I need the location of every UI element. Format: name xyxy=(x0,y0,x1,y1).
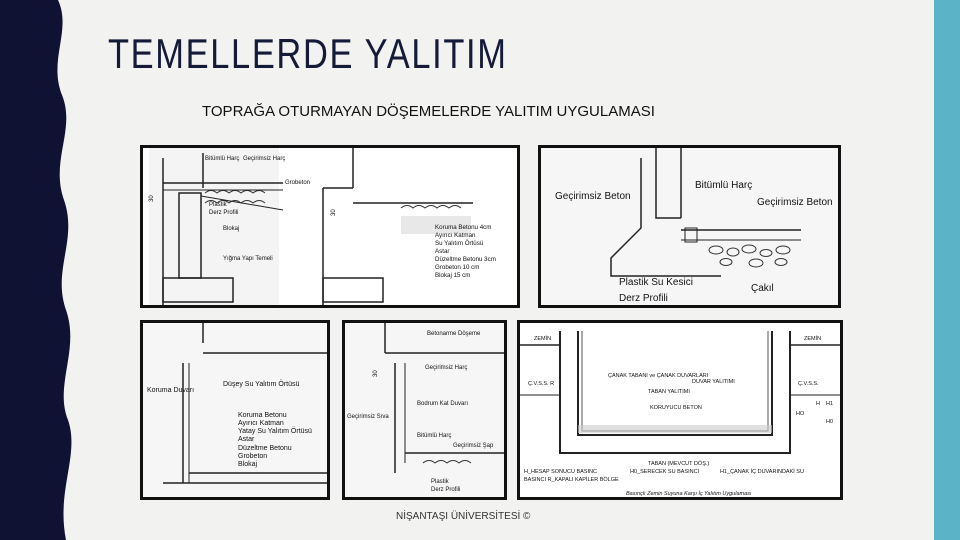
p5-note-2: H1_ÇANAK İÇ DUVARINDAKİ SU xyxy=(720,469,804,475)
p4-label-derz-profili: Derz Profili xyxy=(431,487,461,493)
p4-label-betonarme-doseme: Betonarme Döşeme xyxy=(427,331,481,337)
p1-label-yigma-yapi-temeli: Yığma Yapı Temeli xyxy=(223,256,273,262)
p5-label-zemin-left: ZEMİN xyxy=(534,336,552,342)
p5-label-canak-tabani: ÇANAK TABANI ve ÇANAK DUVARLARI xyxy=(608,373,709,379)
wall-footing-drawing xyxy=(143,323,327,497)
p3-label-koruma-duvari: Koruma Duvarı xyxy=(147,387,195,394)
p1-label-blokaj: Blokaj xyxy=(223,226,240,232)
p3-label-dusey-su-yalitim: Düşey Su Yalıtım Örtüsü xyxy=(223,381,300,388)
p1-label-gecirimsiz-harc: Geçirimsiz Harç xyxy=(243,156,286,162)
p2-label-derz-profili: Derz Profili xyxy=(619,293,668,304)
p5-label-h0: H0 xyxy=(826,419,834,425)
p5-note-1: H0_SERECEK SU BASINCI xyxy=(630,469,700,475)
diagram-panel-pressurized-groundwater xyxy=(517,320,843,500)
p1-legend-6: Blokaj 15 cm xyxy=(435,272,471,279)
p3-legend-4: Düzeltme Betonu xyxy=(238,445,292,452)
diagram-panel-basement-wall xyxy=(342,320,507,500)
diagram-panel-floor-slab xyxy=(140,145,520,308)
p1-dim-30-left: 30 xyxy=(149,195,155,202)
p4-label-bitumlu-harc: Bitümlü Harç xyxy=(417,433,452,439)
diagram-panel-wall-footing xyxy=(140,320,330,500)
p2-label-gecirimsiz-beton-right: Geçirimsiz Beton xyxy=(757,197,833,208)
p3-legend-3: Astar xyxy=(238,436,255,443)
joint-detail-drawing xyxy=(541,148,838,305)
right-accent-bar xyxy=(934,0,960,540)
p5-label-taban-yalitimi: TABAN YALITIMI xyxy=(648,389,690,395)
p4-label-gecirimsiz-sap: Geçirimsiz Şap xyxy=(453,443,494,449)
pressurized-groundwater-drawing xyxy=(520,323,840,497)
p1-label-derz-profili: Derz Profili xyxy=(209,210,239,216)
p5-note-0: H_HESAP SONUCU BASINC xyxy=(524,469,597,475)
p5-label-h: H xyxy=(816,401,820,407)
p5-label-h1: H1 xyxy=(826,401,834,407)
p5-label-zemin-right: ZEMİN xyxy=(804,336,822,342)
floor-slab-drawing xyxy=(143,148,517,305)
p4-label-bodrum-kat-duvari: Bodrum Kat Duvarı xyxy=(417,401,469,407)
p1-label-grobeton: Grobeton xyxy=(285,180,311,186)
basement-wall-drawing xyxy=(345,323,504,497)
footer-university: NİŞANTAŞI ÜNİVERSİTESİ © xyxy=(396,511,531,522)
p2-label-bitumlu-harc: Bitümlü Harç xyxy=(695,180,753,191)
p4-label-gecirimsiz-harc: Geçirimsiz Harç xyxy=(425,365,468,371)
p5-caption: Basınçlı Zemin Suyuna Karşı İç Yalıtım Uygulaması xyxy=(626,491,752,497)
p1-dim-30-right: 30 xyxy=(331,209,337,216)
p1-legend-1: Ayırıcı Katman xyxy=(435,232,476,239)
p3-legend-1: Ayırıcı Katman xyxy=(238,420,284,427)
p5-label-duvar-yalitimi: DUVAR YALITIMI xyxy=(692,379,735,385)
p5-label-koruyucu-beton: KORUYUCU BETON xyxy=(650,405,702,411)
p5-label-taban-mevcut: TABAN (MEVCUT DÖŞ.) xyxy=(648,461,710,467)
p2-label-cakil: Çakıl xyxy=(751,283,774,294)
p1-legend-3: Astar xyxy=(435,248,450,255)
p1-legend-5: Grobeton 10 cm xyxy=(435,264,480,271)
p1-label-plastik: Plastik xyxy=(209,202,227,208)
diagram-panel-joint-detail xyxy=(538,145,841,308)
p5-note-3: BASINCI R_KAPALI KAPİLER BÖLGE xyxy=(524,477,619,483)
p2-label-gecirimsiz-beton-left: Geçirimsiz Beton xyxy=(555,191,631,202)
slide-title: TEMELLERDE YALITIM xyxy=(108,30,508,77)
p1-legend-2: Su Yalıtım Örtüsü xyxy=(435,240,484,247)
p3-legend-2: Yatay Su Yalıtım Örtüsü xyxy=(238,428,312,435)
p2-label-plastik-su-kesici: Plastik Su Kesici xyxy=(619,277,693,288)
p1-label-bitumlu-harc: Bitümlü Harç xyxy=(205,156,240,162)
p4-label-gecirimsiz-siva: Geçirimsiz Sıva xyxy=(347,414,389,420)
p5-label-cvss-right: Ç.V.S.S. xyxy=(798,381,819,387)
p3-legend-5: Grobeton xyxy=(238,453,268,460)
slide-subtitle: TOPRAĞA OTURMAYAN DÖŞEMELERDE YALITIM UYGULAMASI xyxy=(202,103,655,120)
p1-legend-0: Koruma Betonu 4cm xyxy=(435,224,492,231)
p1-legend-4: Düzeltme Betonu 3cm xyxy=(435,256,496,263)
p5-label-ho: HO xyxy=(796,411,805,417)
p4-dim-30: 30 xyxy=(373,370,379,377)
p5-label-cvss-left: Ç.V.S.S. R xyxy=(528,381,555,387)
p3-legend-6: Blokaj xyxy=(238,461,258,468)
left-decorative-border xyxy=(0,0,90,540)
p3-legend-0: Koruma Betonu xyxy=(238,412,287,419)
p4-label-plastik: Plastik xyxy=(431,479,449,485)
